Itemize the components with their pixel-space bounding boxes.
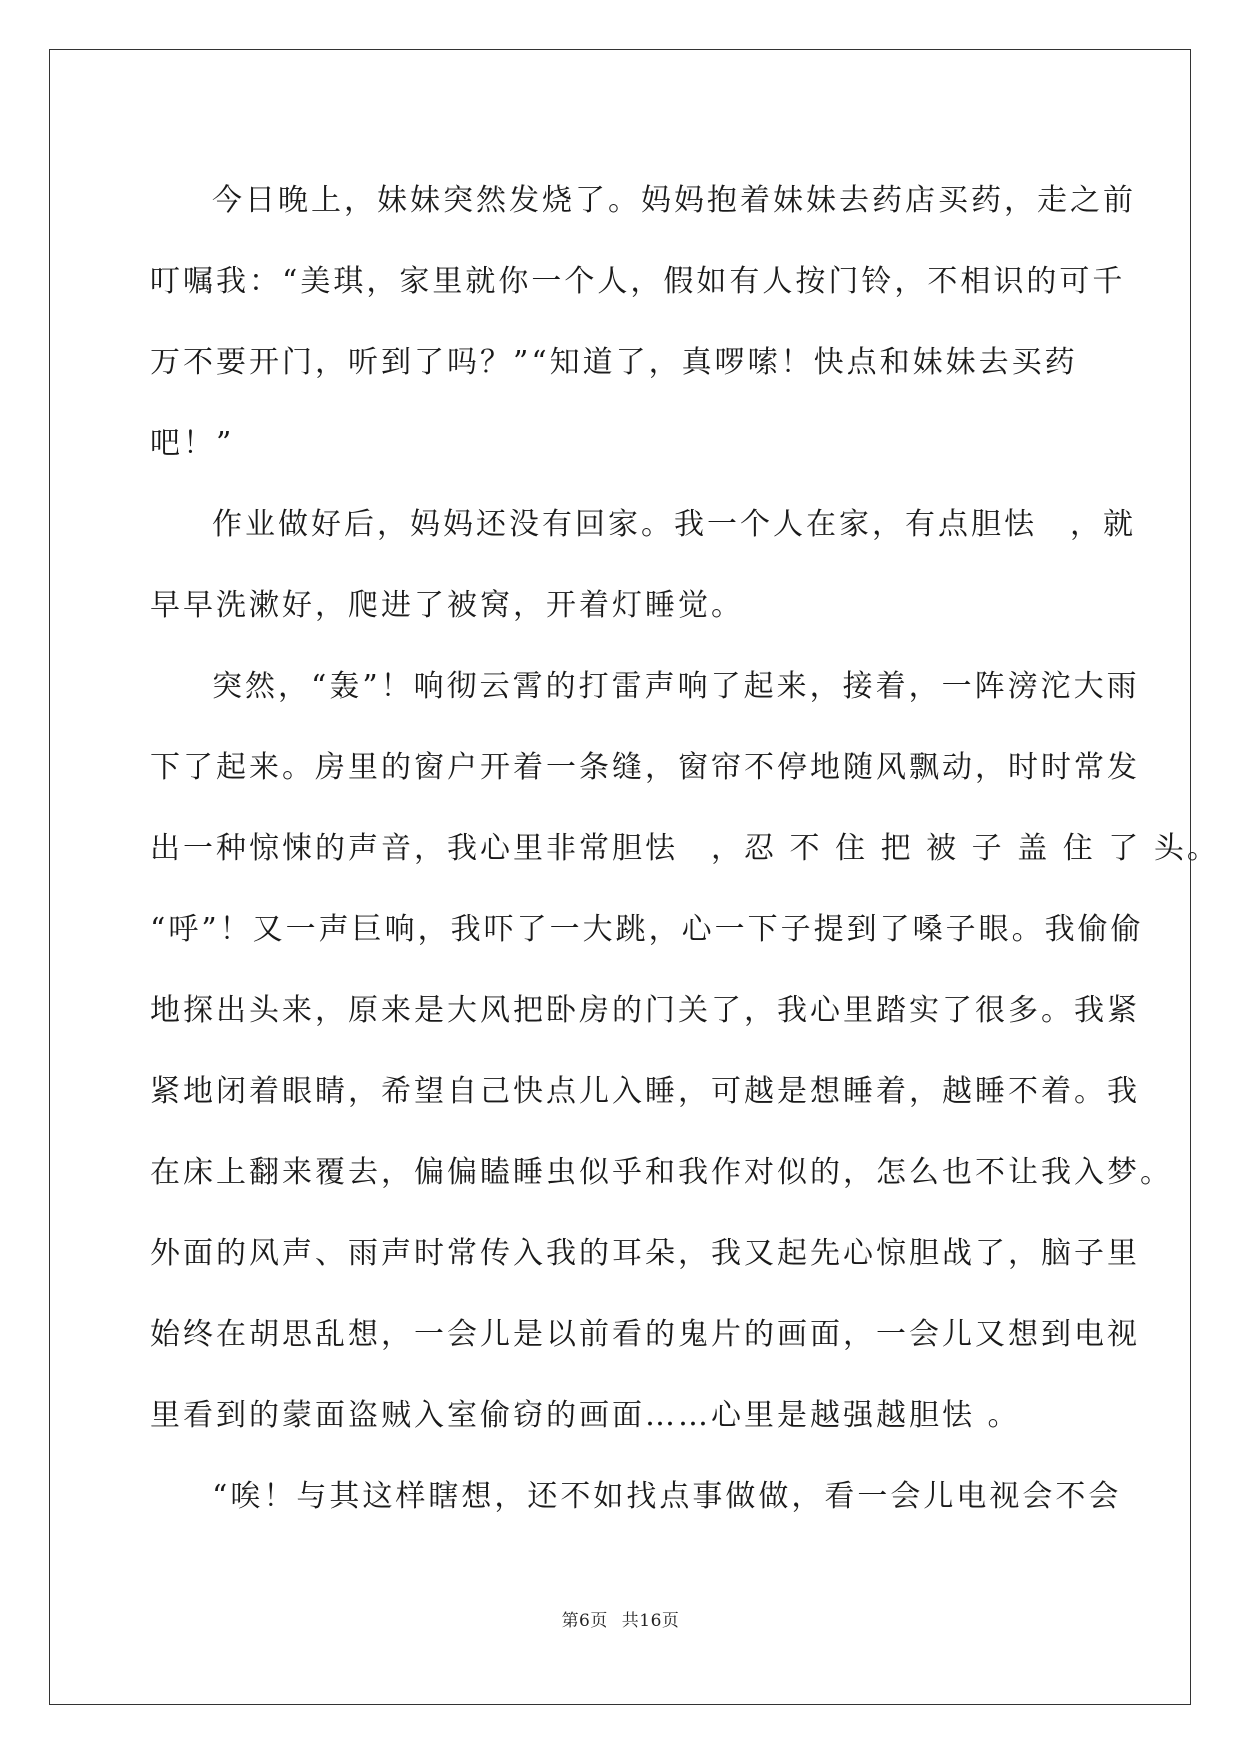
text-line: 万不要开门，听到了吗？”“知道了，真啰嗦！快点和妹妹去买药 bbox=[150, 345, 1078, 380]
text-line: 紧地闭着眼睛，希望自己快点儿入睡，可越是想睡着，越睡不着。我 bbox=[150, 1074, 1140, 1109]
text-line: 叮嘱我：“美琪，家里就你一个人，假如有人按门铃，不相识的可千 bbox=[150, 264, 1126, 299]
text-line: 在床上翻来覆去，偏偏瞌睡虫似乎和我作对似的，怎么也不让我入梦。 bbox=[150, 1155, 1173, 1190]
text-line: 早早洗漱好，爬进了被窝，开着灯睡觉。 bbox=[150, 588, 744, 623]
page-total: 共16页 bbox=[621, 1611, 680, 1631]
text-line: 里看到的蒙面盗贼入室偷窃的画面……心里是越强越胆怯 。 bbox=[150, 1398, 1021, 1433]
text-line: “呼”！又一声巨响，我吓了一大跳，心一下子提到了嗓子眼。我偷偷 bbox=[150, 912, 1144, 947]
text-line: 下了起来。房里的窗户开着一条缝，窗帘不停地随风飘动，时时常发 bbox=[150, 750, 1140, 785]
text-line: “唉！与其这样瞎想，还不如找点事做做，看一会儿电视会不会 bbox=[212, 1479, 1122, 1514]
page-footer bbox=[0, 1606, 1241, 1631]
text-line: 外面的风声、雨声时常传入我的耳朵，我又起先心惊胆战了，脑子里 bbox=[150, 1236, 1140, 1271]
text-line: 始终在胡思乱想，一会儿是以前看的鬼片的画面，一会儿又想到电视 bbox=[150, 1317, 1140, 1352]
text-line: 出一种惊悚的声音，我心里非常胆怯 ，忍 不 住 把 被 子 盖 住 了 头。 bbox=[150, 831, 1220, 866]
text-line: 作业做好后，妈妈还没有回家。我一个人在家，有点胆怯 ，就 bbox=[212, 507, 1136, 542]
page-number: 第6页 bbox=[561, 1611, 608, 1631]
text-line: 突然，“轰”！响彻云霄的打雷声响了起来，接着，一阵滂沱大雨 bbox=[212, 669, 1140, 704]
text-line: 吧！” bbox=[150, 426, 235, 461]
text-line: 地探出头来，原来是大风把卧房的门关了，我心里踏实了很多。我紧 bbox=[150, 993, 1140, 1028]
text-line: 今日晚上，妹妹突然发烧了。妈妈抱着妹妹去药店买药，走之前 bbox=[212, 183, 1136, 218]
document-body bbox=[150, 160, 1220, 1537]
